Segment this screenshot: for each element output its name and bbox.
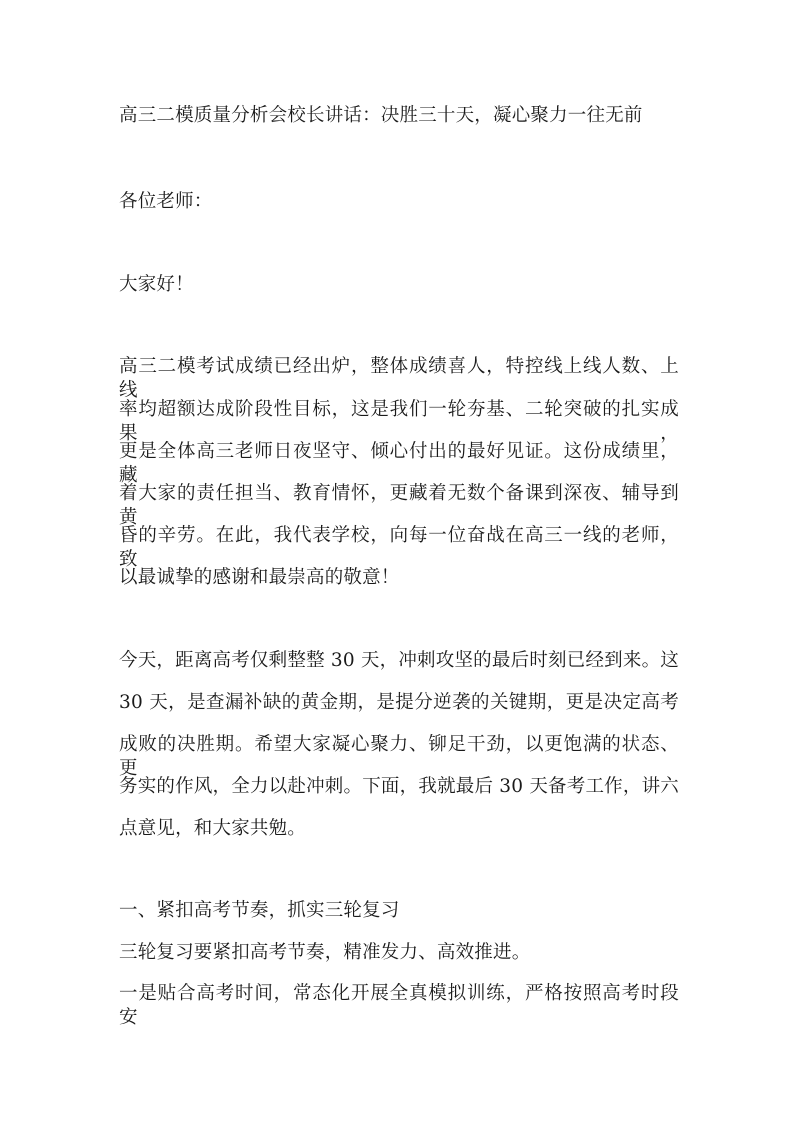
section-line: 三轮复习要紧扣高考节奏，精准发力、高效推进。: [119, 942, 531, 963]
section-line: 一是贴合高考时间，常态化开展全真模拟训练，严格按照高考时段安: [119, 983, 679, 1028]
salutation: 各位老师：: [119, 191, 213, 212]
paragraph-2-line: 务实的作风，全力以赴冲刺。下面，我就最后 30 天备考工作，讲六: [119, 776, 679, 797]
paragraph-1-line: 着大家的责任担当、教育情怀，更藏着无数个备课到深夜、辅导到黄: [119, 483, 679, 528]
paragraph-1-line: 高三二模考试成绩已经出炉，整体成绩喜人，特控线上线人数、上线: [119, 356, 679, 401]
paragraph-1-line: 率均超额达成阶段性目标，这是我们一轮夯基、二轮突破的扎实成果，: [119, 399, 679, 444]
document-title: 高三二模质量分析会校长讲话：决胜三十天，凝心聚力一往无前: [119, 105, 643, 126]
paragraph-2-line: 点意见，和大家共勉。: [119, 818, 307, 839]
paragraph-2-line: 成败的决胜期。希望大家凝心聚力、铆足干劲，以更饱满的状态、更: [119, 734, 679, 779]
section-heading: 一、紧扣高考节奏，抓实三轮复习: [119, 900, 400, 921]
paragraph-2-line: 30 天，是查漏补缺的黄金期，是提分逆袭的关键期，更是决定高考: [119, 692, 679, 713]
paragraph-2-line: 今天，距离高考仅剩整整 30 天，冲刺攻坚的最后时刻已经到来。这: [119, 650, 679, 671]
paragraph-1-line: 更是全体高三老师日夜坚守、倾心付出的最好见证。这份成绩里，藏: [119, 441, 679, 486]
greeting: 大家好！: [119, 274, 194, 295]
paragraph-1-line: 以最诚挚的感谢和最崇高的敬意！: [119, 567, 400, 588]
paragraph-1-line: 昏的辛劳。在此，我代表学校，向每一位奋战在高三一线的老师，致: [119, 525, 679, 570]
